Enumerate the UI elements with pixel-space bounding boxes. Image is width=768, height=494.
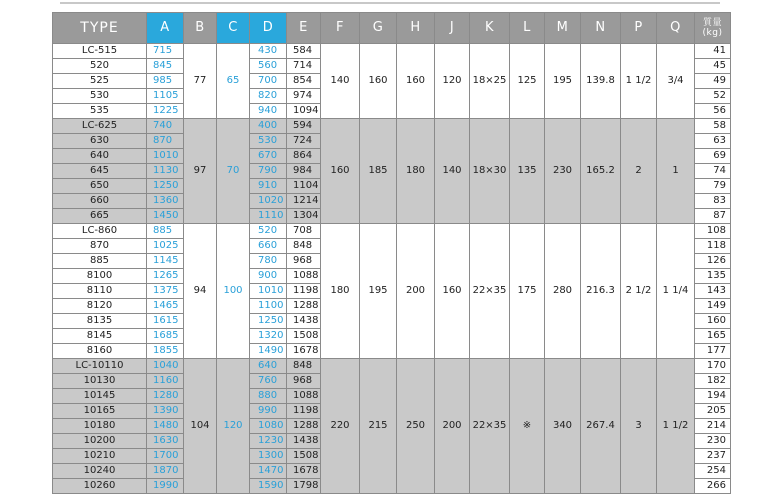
- col-header-k: K: [470, 13, 510, 44]
- cell-type: 10180: [53, 419, 147, 434]
- cell-n: 139.8: [581, 44, 621, 119]
- cell-type: 10240: [53, 464, 147, 479]
- cell-mass: 165: [695, 329, 731, 344]
- cell-q: 1 1/4: [657, 224, 695, 359]
- col-header-f: F: [321, 13, 360, 44]
- cell-type: 535: [53, 104, 147, 119]
- col-header-mass: [695, 13, 731, 44]
- cell-mass: 41: [695, 44, 731, 59]
- cell-a: 1280: [147, 389, 184, 404]
- cell-type: 520: [53, 59, 147, 74]
- cell-h: 200: [397, 224, 435, 359]
- table-body: [53, 44, 731, 494]
- cell-type: 525: [53, 74, 147, 89]
- cell-n: 267.4: [581, 359, 621, 494]
- cell-a: 870: [147, 134, 184, 149]
- cell-mass: 230: [695, 434, 731, 449]
- cell-d: 900: [250, 269, 287, 284]
- cell-e: 854: [287, 74, 321, 89]
- cell-a: 885: [147, 224, 184, 239]
- spec-table: [52, 12, 731, 494]
- cell-a: 715: [147, 44, 184, 59]
- cell-mass: 45: [695, 59, 731, 74]
- cell-mass: 177: [695, 344, 731, 359]
- cell-m: 195: [545, 44, 581, 119]
- cell-e: 968: [287, 374, 321, 389]
- cell-f: 220: [321, 359, 360, 494]
- cell-mass: 56: [695, 104, 731, 119]
- cell-mass: 49: [695, 74, 731, 89]
- col-header-b: B: [184, 13, 217, 44]
- cell-b: 77: [184, 44, 217, 119]
- cell-d: 670: [250, 149, 287, 164]
- cell-p: 2 1/2: [621, 224, 657, 359]
- cell-a: 1250: [147, 179, 184, 194]
- cell-l: 125: [510, 44, 545, 119]
- cell-e: 1088: [287, 389, 321, 404]
- cell-d: 1490: [250, 344, 287, 359]
- cell-e: 968: [287, 254, 321, 269]
- col-header-a: A: [147, 13, 184, 44]
- cell-type: 640: [53, 149, 147, 164]
- col-header-l: L: [510, 13, 545, 44]
- cell-a: 1010: [147, 149, 184, 164]
- cell-d: 1230: [250, 434, 287, 449]
- cell-a: 1145: [147, 254, 184, 269]
- col-header-g: G: [360, 13, 397, 44]
- cell-mass: 87: [695, 209, 731, 224]
- cell-mass: 149: [695, 299, 731, 314]
- cell-q: 1 1/2: [657, 359, 695, 494]
- cell-p: 3: [621, 359, 657, 494]
- cell-d: 1110: [250, 209, 287, 224]
- cell-a: 1130: [147, 164, 184, 179]
- cell-p: 2: [621, 119, 657, 224]
- header-row: [53, 13, 731, 44]
- cell-mass: 182: [695, 374, 731, 389]
- cell-e: 1198: [287, 284, 321, 299]
- cell-c: 65: [217, 44, 250, 119]
- cell-type: LC-860: [53, 224, 147, 239]
- cell-k: 22×35: [470, 359, 510, 494]
- cell-g: 195: [360, 224, 397, 359]
- cell-a: 1480: [147, 419, 184, 434]
- cell-h: 250: [397, 359, 435, 494]
- cell-a: 1225: [147, 104, 184, 119]
- cell-e: 584: [287, 44, 321, 59]
- cell-k: 22×35: [470, 224, 510, 359]
- cell-c: 100: [217, 224, 250, 359]
- cell-a: 1465: [147, 299, 184, 314]
- cell-a: 1105: [147, 89, 184, 104]
- cell-d: 790: [250, 164, 287, 179]
- cell-g: 185: [360, 119, 397, 224]
- cell-d: 1010: [250, 284, 287, 299]
- col-header-j: J: [435, 13, 470, 44]
- cell-c: 70: [217, 119, 250, 224]
- cell-type: 8135: [53, 314, 147, 329]
- cell-type: 10165: [53, 404, 147, 419]
- cell-mass: 69: [695, 149, 731, 164]
- cell-mass: 143: [695, 284, 731, 299]
- cell-e: 1678: [287, 464, 321, 479]
- cell-e: 1104: [287, 179, 321, 194]
- cell-a: 1700: [147, 449, 184, 464]
- cell-mass: 74: [695, 164, 731, 179]
- cell-a: 985: [147, 74, 184, 89]
- cell-e: 848: [287, 359, 321, 374]
- col-header-e: E: [287, 13, 321, 44]
- cell-e: 1288: [287, 299, 321, 314]
- cell-a: 1855: [147, 344, 184, 359]
- cell-j: 140: [435, 119, 470, 224]
- cell-type: 10210: [53, 449, 147, 464]
- cell-f: 160: [321, 119, 360, 224]
- cell-mass: 118: [695, 239, 731, 254]
- col-header-c: C: [217, 13, 250, 44]
- cell-a: 1040: [147, 359, 184, 374]
- cell-mass: 79: [695, 179, 731, 194]
- cell-type: 885: [53, 254, 147, 269]
- cell-a: 740: [147, 119, 184, 134]
- cell-type: 8100: [53, 269, 147, 284]
- cell-d: 1250: [250, 314, 287, 329]
- cell-d: 1020: [250, 194, 287, 209]
- cell-e: 1508: [287, 449, 321, 464]
- cell-mass: 126: [695, 254, 731, 269]
- cell-a: 1025: [147, 239, 184, 254]
- col-header-h: H: [397, 13, 435, 44]
- cell-h: 160: [397, 44, 435, 119]
- cell-a: 1265: [147, 269, 184, 284]
- col-header-n: N: [581, 13, 621, 44]
- cell-d: 910: [250, 179, 287, 194]
- cell-e: 864: [287, 149, 321, 164]
- cell-e: 848: [287, 239, 321, 254]
- cell-a: 845: [147, 59, 184, 74]
- cell-type: 8160: [53, 344, 147, 359]
- cell-f: 140: [321, 44, 360, 119]
- cell-l: ※: [510, 359, 545, 494]
- cell-k: 18×25: [470, 44, 510, 119]
- cell-type: 10200: [53, 434, 147, 449]
- cell-c: 120: [217, 359, 250, 494]
- cell-a: 1630: [147, 434, 184, 449]
- cell-a: 1615: [147, 314, 184, 329]
- cell-e: 1798: [287, 479, 321, 494]
- cell-type: 8110: [53, 284, 147, 299]
- cell-type: LC-515: [53, 44, 147, 59]
- cell-mass: 214: [695, 419, 731, 434]
- cell-l: 175: [510, 224, 545, 359]
- cell-type: 10260: [53, 479, 147, 494]
- cell-b: 104: [184, 359, 217, 494]
- cell-a: 1870: [147, 464, 184, 479]
- cell-e: 974: [287, 89, 321, 104]
- mass-label: 質量: [702, 18, 722, 28]
- cell-j: 160: [435, 224, 470, 359]
- cell-d: 1470: [250, 464, 287, 479]
- cell-n: 165.2: [581, 119, 621, 224]
- cell-e: 1214: [287, 194, 321, 209]
- cell-d: 940: [250, 104, 287, 119]
- cell-d: 660: [250, 239, 287, 254]
- cell-mass: 108: [695, 224, 731, 239]
- cell-type: 645: [53, 164, 147, 179]
- cell-e: 1678: [287, 344, 321, 359]
- cell-type: 8145: [53, 329, 147, 344]
- cell-a: 1990: [147, 479, 184, 494]
- cell-a: 1160: [147, 374, 184, 389]
- cell-d: 1300: [250, 449, 287, 464]
- table-row: [53, 359, 731, 374]
- cell-e: 1288: [287, 419, 321, 434]
- cell-j: 200: [435, 359, 470, 494]
- cell-mass: 266: [695, 479, 731, 494]
- cell-mass: 237: [695, 449, 731, 464]
- cell-g: 160: [360, 44, 397, 119]
- cell-e: 984: [287, 164, 321, 179]
- cell-g: 215: [360, 359, 397, 494]
- cell-mass: 83: [695, 194, 731, 209]
- cell-type: 870: [53, 239, 147, 254]
- cell-k: 18×30: [470, 119, 510, 224]
- cell-e: 1438: [287, 314, 321, 329]
- cell-mass: 160: [695, 314, 731, 329]
- cell-m: 230: [545, 119, 581, 224]
- cell-e: 708: [287, 224, 321, 239]
- cell-d: 990: [250, 404, 287, 419]
- cell-d: 530: [250, 134, 287, 149]
- cell-type: 8120: [53, 299, 147, 314]
- cell-mass: 194: [695, 389, 731, 404]
- cell-mass: 170: [695, 359, 731, 374]
- col-header-m: M: [545, 13, 581, 44]
- cell-mass: 135: [695, 269, 731, 284]
- cell-a: 1390: [147, 404, 184, 419]
- cell-e: 594: [287, 119, 321, 134]
- cell-mass: 205: [695, 404, 731, 419]
- cell-d: 640: [250, 359, 287, 374]
- cell-b: 97: [184, 119, 217, 224]
- cell-m: 280: [545, 224, 581, 359]
- cell-e: 1198: [287, 404, 321, 419]
- cell-mass: 58: [695, 119, 731, 134]
- cell-e: 1508: [287, 329, 321, 344]
- cell-type: 10145: [53, 389, 147, 404]
- col-header-d: D: [250, 13, 287, 44]
- col-header-type: TYPE: [53, 13, 147, 44]
- cell-l: 135: [510, 119, 545, 224]
- cell-d: 1100: [250, 299, 287, 314]
- cell-m: 340: [545, 359, 581, 494]
- cell-j: 120: [435, 44, 470, 119]
- cell-d: 1590: [250, 479, 287, 494]
- cell-e: 1088: [287, 269, 321, 284]
- cell-mass: 254: [695, 464, 731, 479]
- cell-e: 1304: [287, 209, 321, 224]
- cell-d: 700: [250, 74, 287, 89]
- col-header-p: P: [621, 13, 657, 44]
- cell-type: 530: [53, 89, 147, 104]
- cell-e: 1094: [287, 104, 321, 119]
- cell-d: 520: [250, 224, 287, 239]
- cell-d: 1320: [250, 329, 287, 344]
- cell-type: 650: [53, 179, 147, 194]
- cell-type: 630: [53, 134, 147, 149]
- cell-a: 1360: [147, 194, 184, 209]
- cell-h: 180: [397, 119, 435, 224]
- cell-p: 1 1/2: [621, 44, 657, 119]
- cell-type: 10130: [53, 374, 147, 389]
- cell-a: 1685: [147, 329, 184, 344]
- cell-a: 1375: [147, 284, 184, 299]
- cell-type: LC-625: [53, 119, 147, 134]
- cell-mass: 52: [695, 89, 731, 104]
- cell-b: 94: [184, 224, 217, 359]
- table-row: [53, 119, 731, 134]
- cell-q: 3/4: [657, 44, 695, 119]
- cell-e: 724: [287, 134, 321, 149]
- cell-d: 880: [250, 389, 287, 404]
- cell-a: 1450: [147, 209, 184, 224]
- cell-d: 820: [250, 89, 287, 104]
- cell-type: LC-10110: [53, 359, 147, 374]
- cell-d: 1080: [250, 419, 287, 434]
- cell-d: 560: [250, 59, 287, 74]
- cell-type: 665: [53, 209, 147, 224]
- cell-mass: 63: [695, 134, 731, 149]
- cell-n: 216.3: [581, 224, 621, 359]
- cell-q: 1: [657, 119, 695, 224]
- cell-d: 780: [250, 254, 287, 269]
- table-row: [53, 224, 731, 239]
- cell-d: 430: [250, 44, 287, 59]
- cell-e: 714: [287, 59, 321, 74]
- cell-d: 400: [250, 119, 287, 134]
- cell-d: 760: [250, 374, 287, 389]
- cell-f: 180: [321, 224, 360, 359]
- table-row: [53, 44, 731, 59]
- cell-e: 1438: [287, 434, 321, 449]
- top-divider: [0, 0, 768, 8]
- col-header-q: Q: [657, 13, 695, 44]
- cell-type: 660: [53, 194, 147, 209]
- mass-unit: (kg): [702, 28, 723, 38]
